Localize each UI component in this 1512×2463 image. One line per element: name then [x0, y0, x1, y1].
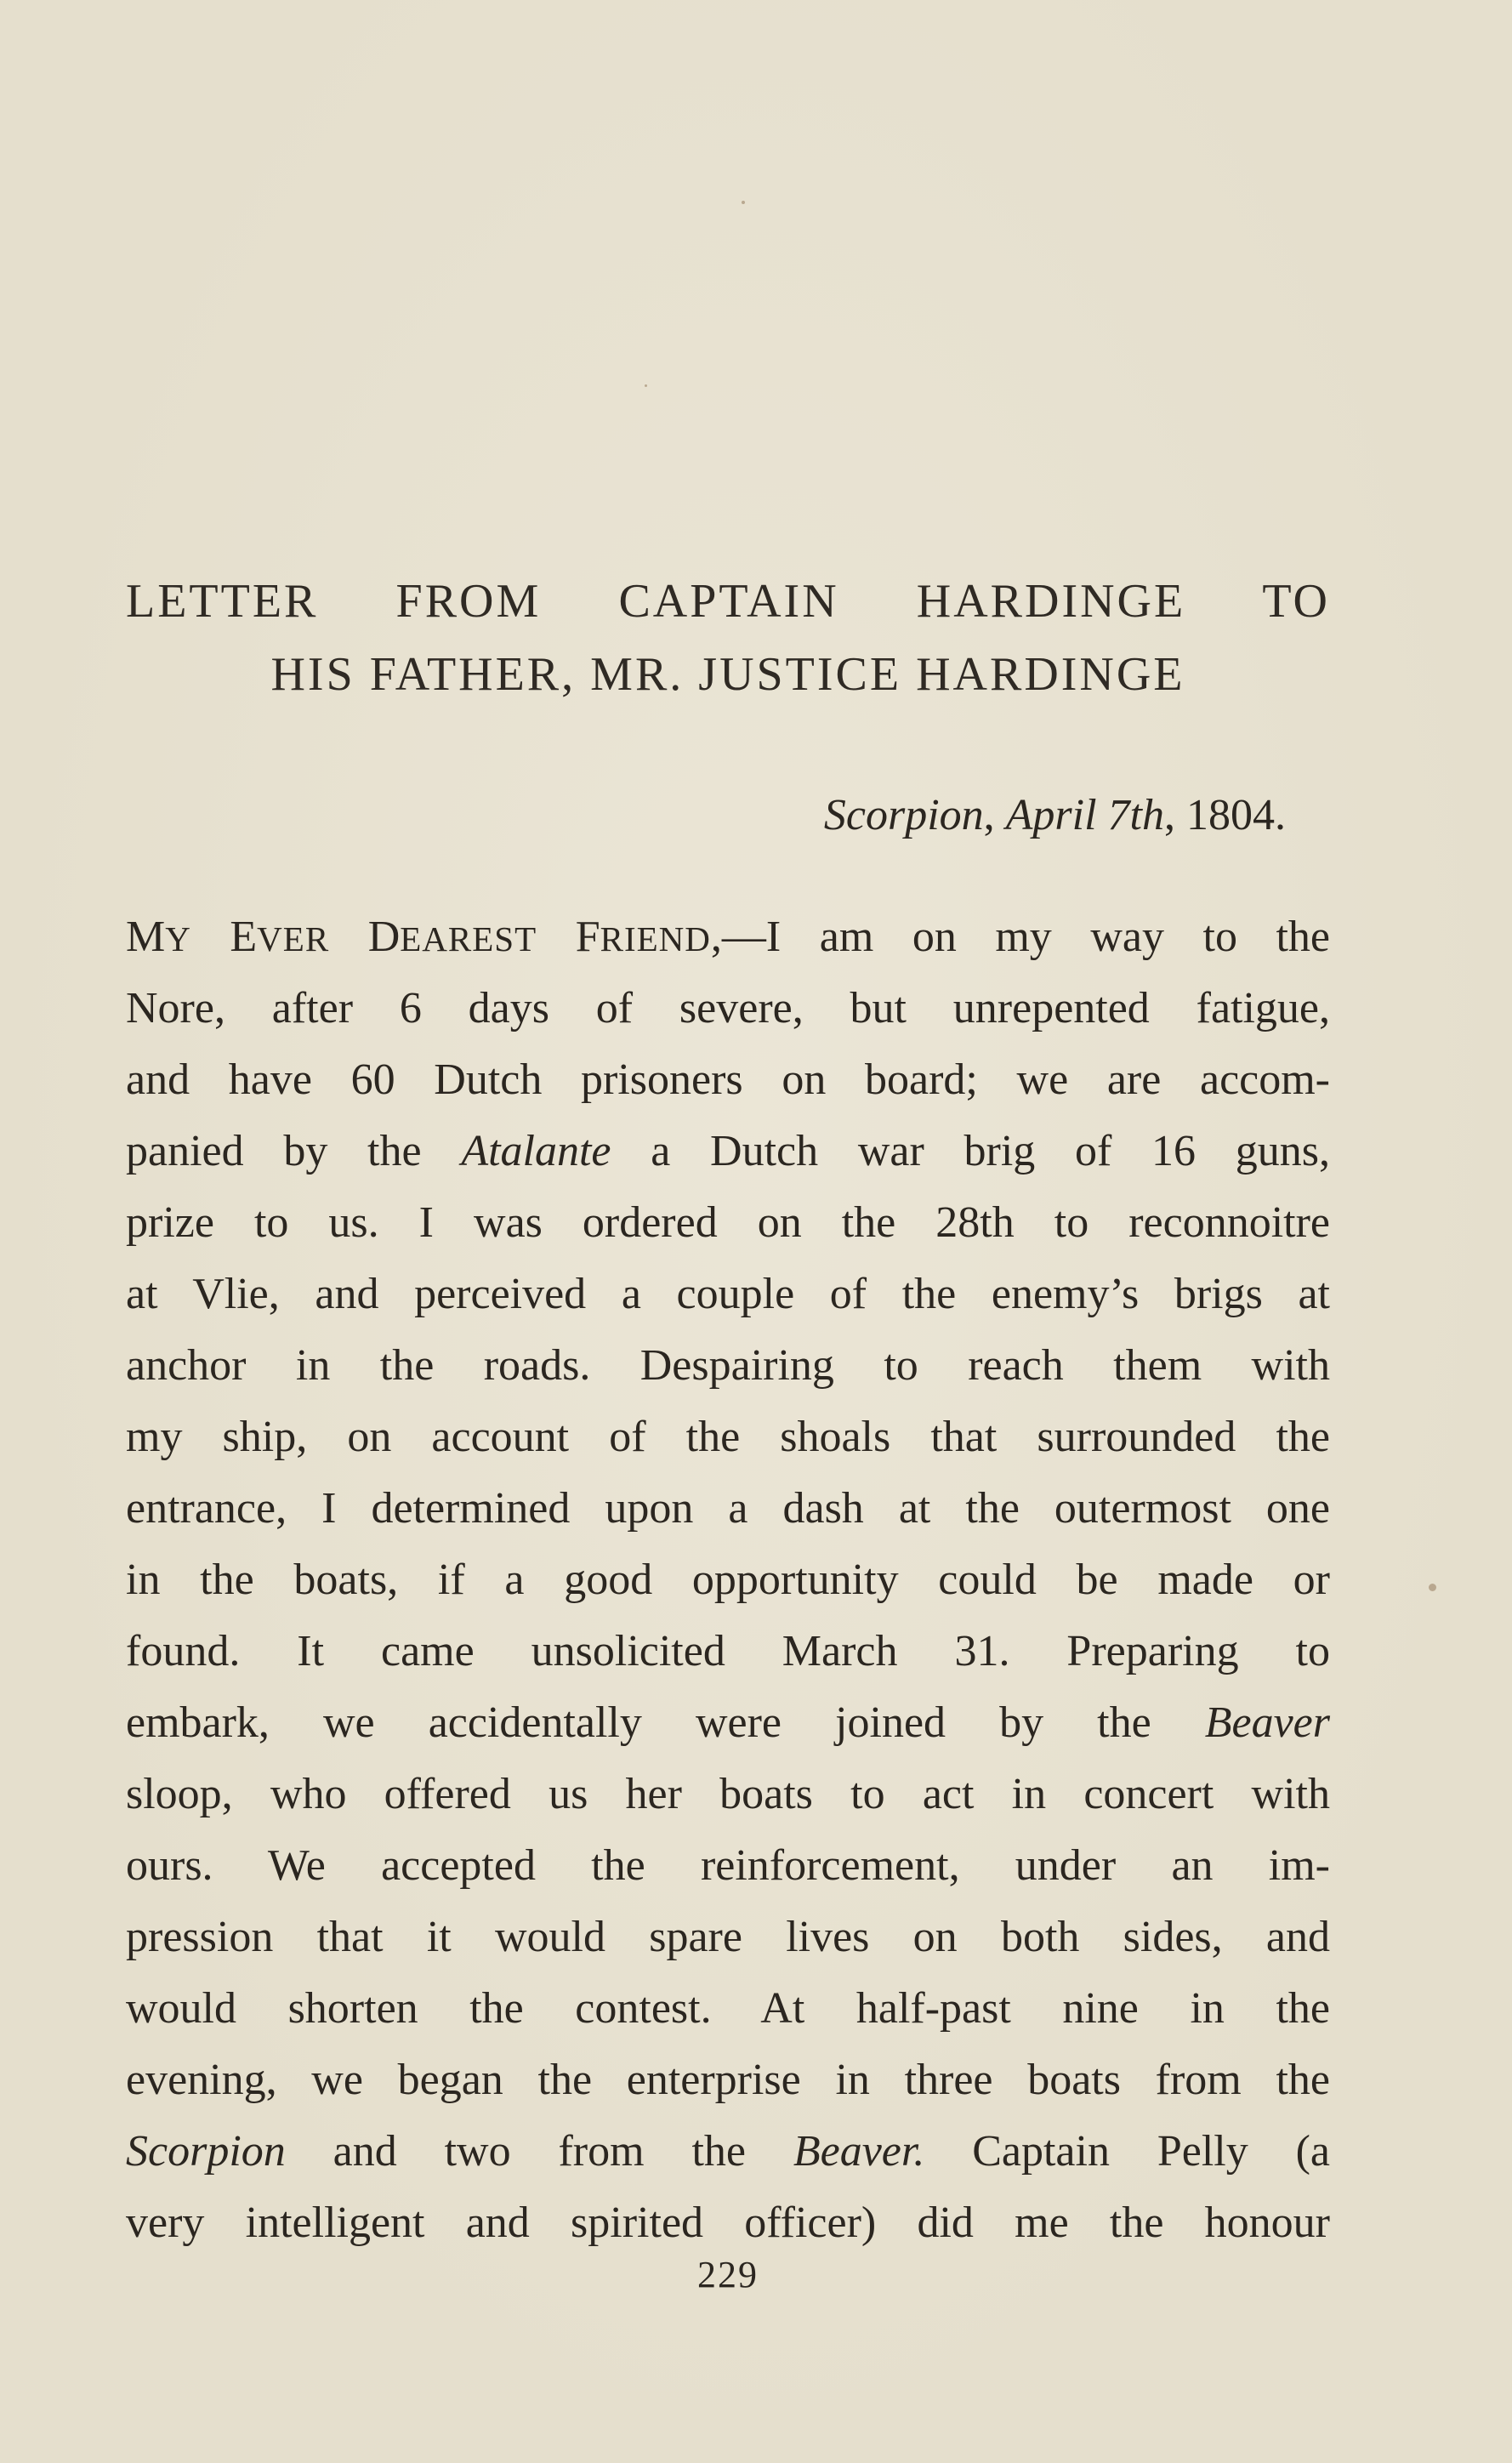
text-line: entrance, I determined upon a dash at the outermost one	[126, 1484, 1330, 1533]
text-line: found. It came unsolicited March 31. Preparing to	[126, 1627, 1330, 1675]
text-line: my ship, on account of the shoals that surrounded the	[126, 1413, 1330, 1461]
text-line: very intelligent and spirited officer) did me the honour	[126, 2198, 1330, 2247]
paper-speck	[645, 384, 647, 387]
heading-line-2: HIS FATHER, MR. JUSTICE HARDINGE	[270, 648, 1185, 701]
paper-speck	[742, 201, 745, 204]
text-line: evening, we began the enterprise in three boats from the	[126, 2056, 1330, 2104]
letter-heading	[126, 565, 1330, 711]
text-line: would shorten the contest. At half-past nine in the	[126, 1984, 1330, 2033]
letter-dateline	[824, 786, 1286, 845]
text-line: Scorpion and two from the Beaver. Captain Pelly (a	[126, 2127, 1331, 2176]
text-line: prize to us. I was ordered on the 28th to reconnoitre	[126, 1198, 1330, 1247]
dateline-year: 1804.	[1186, 791, 1286, 839]
text-line: panied by the Atalante a Dutch war brig of 16 guns,	[126, 1127, 1330, 1175]
dateline-date: April 7th	[1005, 791, 1164, 839]
text-line: in the boats, if a good opportunity could be made or	[126, 1556, 1330, 1604]
text-line: ours. We accepted the reinforcement, under an im-	[126, 1841, 1330, 1890]
ship-name: Atalante	[461, 1127, 611, 1175]
paper-speck	[1429, 1584, 1436, 1591]
text-line: embark, we accidentally were joined by the Beaver	[126, 1698, 1330, 1747]
text-line: Nore, after 6 days of severe, but unrepented fatigue,	[126, 984, 1330, 1032]
text-line: and have 60 Dutch prisoners on board; we are accom-	[126, 1055, 1330, 1104]
text-line: sloop, who offered us her boats to act in concert with	[126, 1770, 1330, 1818]
ship-name: Scorpion	[126, 2127, 286, 2176]
text-line: pression that it would spare lives on both sides, and	[126, 1913, 1330, 1961]
text-line: at Vlie, and perceived a couple of the enemy’s brigs at	[126, 1270, 1330, 1318]
ship-name: Beaver.	[793, 2127, 925, 2176]
dateline-place: Scorpion	[823, 791, 984, 839]
salutation-line: MY EVER DEAREST FRIEND,—I am on my way to the	[126, 913, 1331, 961]
dateline-separator: ,	[1164, 791, 1186, 839]
heading-line-1: LETTER FROM CAPTAIN HARDINGE TO	[126, 575, 1330, 628]
letter-body	[126, 902, 1330, 2259]
dateline-separator: ,	[983, 791, 1006, 839]
ship-name: Beaver	[1204, 1698, 1330, 1747]
page-number: 229	[697, 2254, 759, 2295]
text-line: anchor in the roads. Despairing to reach them with	[126, 1341, 1330, 1390]
